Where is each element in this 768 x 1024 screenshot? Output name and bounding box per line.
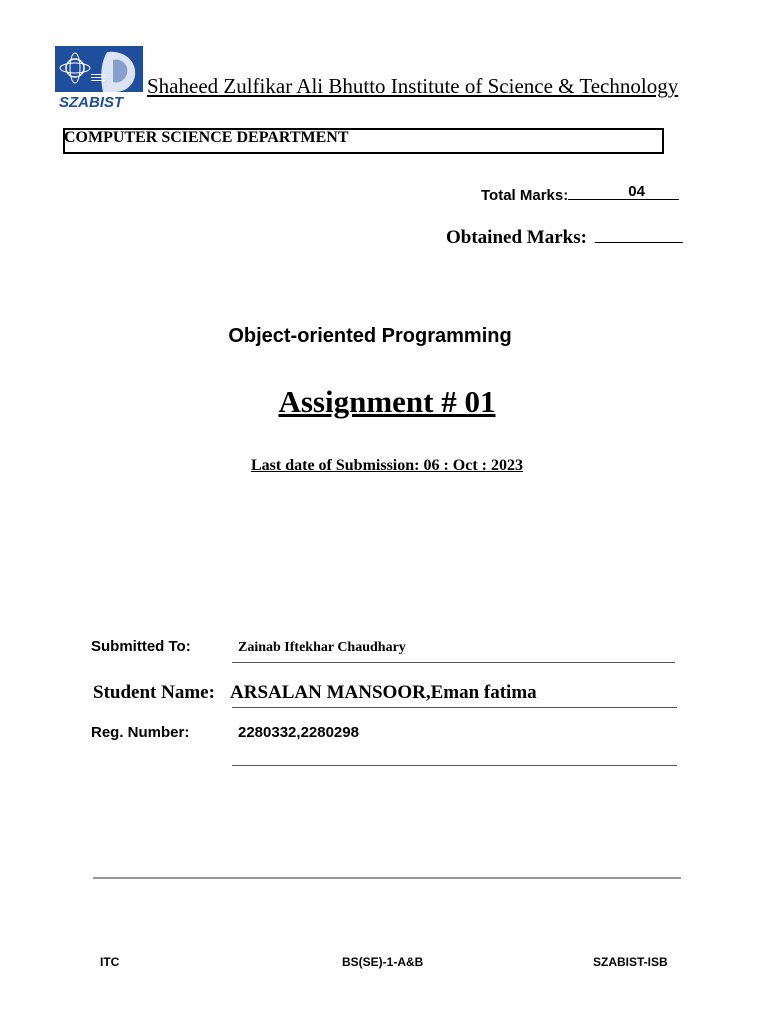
footer-left: ITC	[100, 955, 120, 969]
footer-center: BS(SE)-1-A&B	[342, 955, 424, 969]
obtained-marks	[446, 226, 683, 249]
footer-divider	[93, 877, 681, 879]
szabist-logo	[55, 46, 143, 110]
department-name: COMPUTER SCIENCE DEPARTMENT	[64, 129, 349, 146]
szabist-logo-graphic	[55, 46, 143, 110]
reg-number-value: 2280332,2280298	[238, 724, 359, 741]
obtained-marks-line	[595, 226, 683, 243]
course-title: Object-oriented Programming	[228, 325, 512, 347]
submitted-to-label: Submitted To:	[91, 638, 191, 655]
submitted-to-line	[232, 662, 675, 663]
obtained-marks-label: Obtained Marks:	[446, 227, 587, 248]
assignment-title: Assignment # 01	[278, 384, 496, 419]
total-marks-label: Total Marks:	[481, 187, 569, 204]
submitted-to-value: Zainab Iftekhar Chaudhary	[238, 640, 406, 655]
total-marks-line	[568, 184, 679, 200]
total-marks-value: 04	[628, 183, 645, 200]
submission-deadline: Last date of Submission: 06 : Oct : 2023	[250, 457, 523, 474]
total-marks	[481, 184, 679, 204]
institute-name: Shaheed Zulfikar Ali Bhutto Institute of Science & Technology	[147, 74, 679, 98]
student-name-value: ARSALAN MANSOOR,Eman fatima	[230, 682, 537, 703]
student-name-label: Student Name:	[93, 682, 215, 703]
reg-number-line	[232, 765, 677, 766]
footer-right: SZABIST-ISB	[593, 955, 668, 969]
reg-number-label: Reg. Number:	[91, 724, 190, 741]
logo-text: SZABIST	[59, 94, 124, 110]
student-name-line	[232, 707, 677, 708]
